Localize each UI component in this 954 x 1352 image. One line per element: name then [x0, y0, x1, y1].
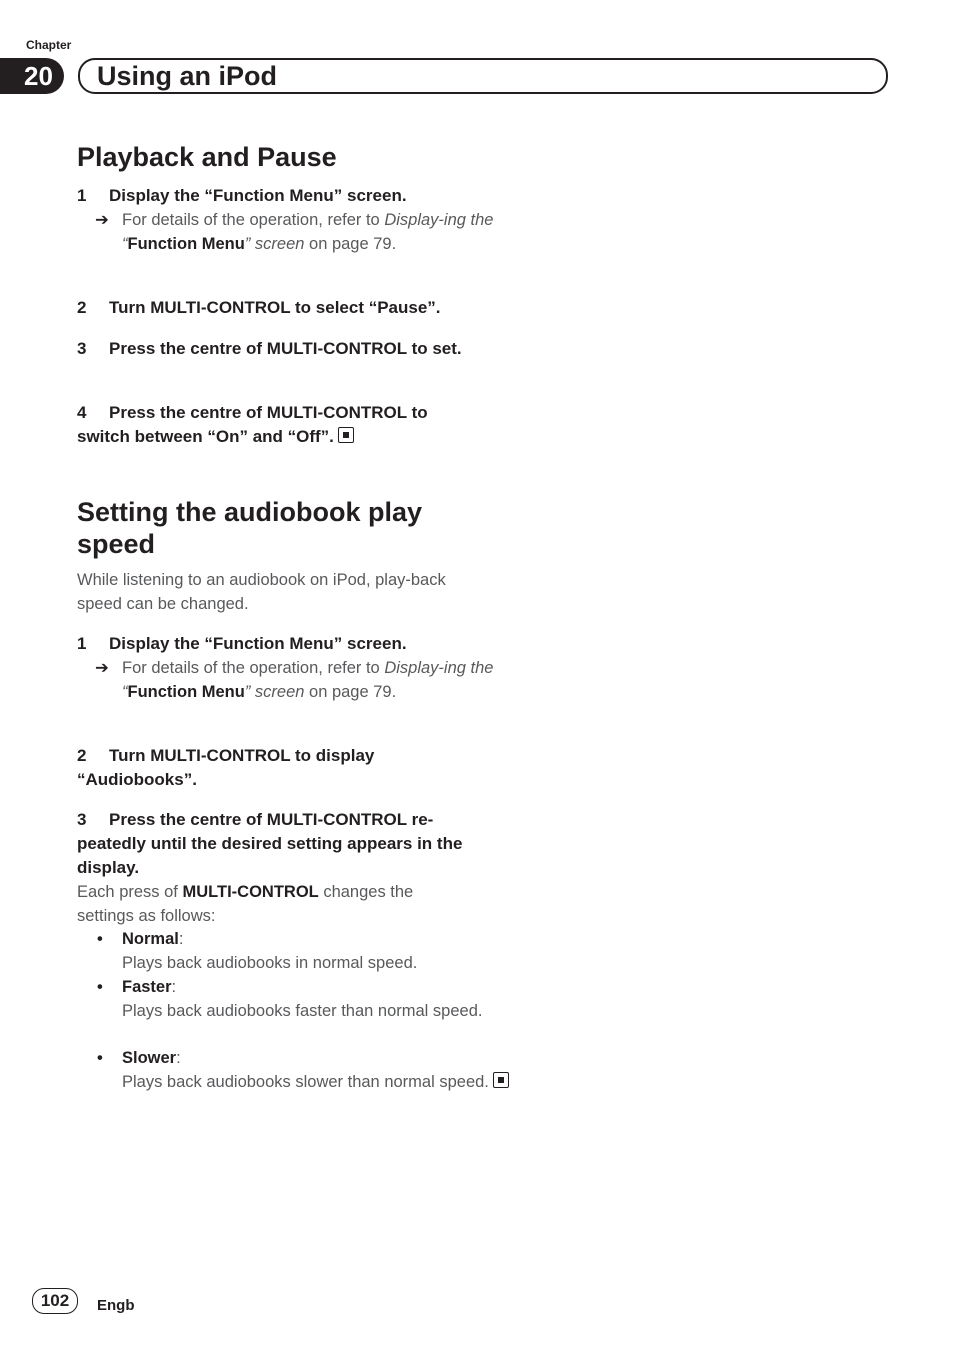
- step-number: 1: [77, 186, 87, 205]
- list-item: • Slower: Plays back audiobooks slower than normal speed.: [77, 1046, 514, 1094]
- section-title-playback-pause: Playback and Pause: [77, 142, 337, 172]
- step-text: Press the centre of MULTI-CONTROL to switch between “On” and “Off”.: [77, 403, 428, 446]
- step-note: ➔ For details of the operation, refer to Display-ing the “Function Menu” screen on page 79.: [77, 208, 514, 256]
- step-text: Turn MULTI-CONTROL to display “Audiobooks”.: [77, 746, 375, 789]
- language-code: Engb: [97, 1297, 135, 1314]
- chapter-number-badge: 20: [0, 58, 64, 94]
- step-1: [77, 632, 469, 656]
- section-title-audiobook-speed: Setting the audiobook play speed: [77, 497, 423, 559]
- step-number: 2: [77, 746, 87, 765]
- step-text: Display the “Function Menu” screen.: [109, 186, 407, 205]
- step-3: [77, 808, 469, 880]
- list-item: • Faster: Plays back audiobooks faster than normal speed.: [77, 975, 514, 1023]
- step-1: [77, 184, 469, 208]
- step-text: Press the centre of MULTI-CONTROL to set.: [109, 339, 462, 358]
- bullet-icon: •: [97, 978, 103, 996]
- step-number: 2: [77, 298, 87, 317]
- step-3: [77, 337, 469, 361]
- arrow-right-icon: ➔: [95, 211, 109, 229]
- step-4: [77, 401, 469, 449]
- step-2: [77, 296, 469, 320]
- bullet-icon: •: [97, 930, 103, 948]
- step-number: 3: [77, 339, 87, 358]
- arrow-right-icon: ➔: [95, 659, 109, 677]
- step-number: 3: [77, 810, 87, 829]
- end-of-section-icon: [338, 427, 354, 443]
- list-item: • Normal: Plays back audiobooks in normal speed.: [77, 927, 514, 975]
- page-number: 102: [32, 1288, 78, 1314]
- step-number: 1: [77, 634, 87, 653]
- each-press-text: Each press of MULTI-CONTROL changes the settings as follows:: [77, 883, 414, 925]
- chapter-label: Chapter: [26, 38, 72, 52]
- step-2: [77, 744, 469, 792]
- step-text: Press the centre of MULTI-CONTROL re-peatedly until the desired setting appears in the display.: [77, 810, 463, 877]
- end-of-section-icon: [493, 1072, 509, 1088]
- step-text: Turn MULTI-CONTROL to select “Pause”.: [109, 298, 441, 317]
- bullet-icon: •: [97, 1049, 103, 1067]
- chapter-title: Using an iPod: [97, 61, 278, 91]
- step-number: 4: [77, 403, 87, 422]
- step-text: Display the “Function Menu” screen.: [109, 634, 407, 653]
- step-note: ➔ For details of the operation, refer to Display-ing the “Function Menu” screen on page 79.: [77, 656, 514, 704]
- section-intro: While listening to an audiobook on iPod, play-back speed can be changed.: [77, 571, 446, 613]
